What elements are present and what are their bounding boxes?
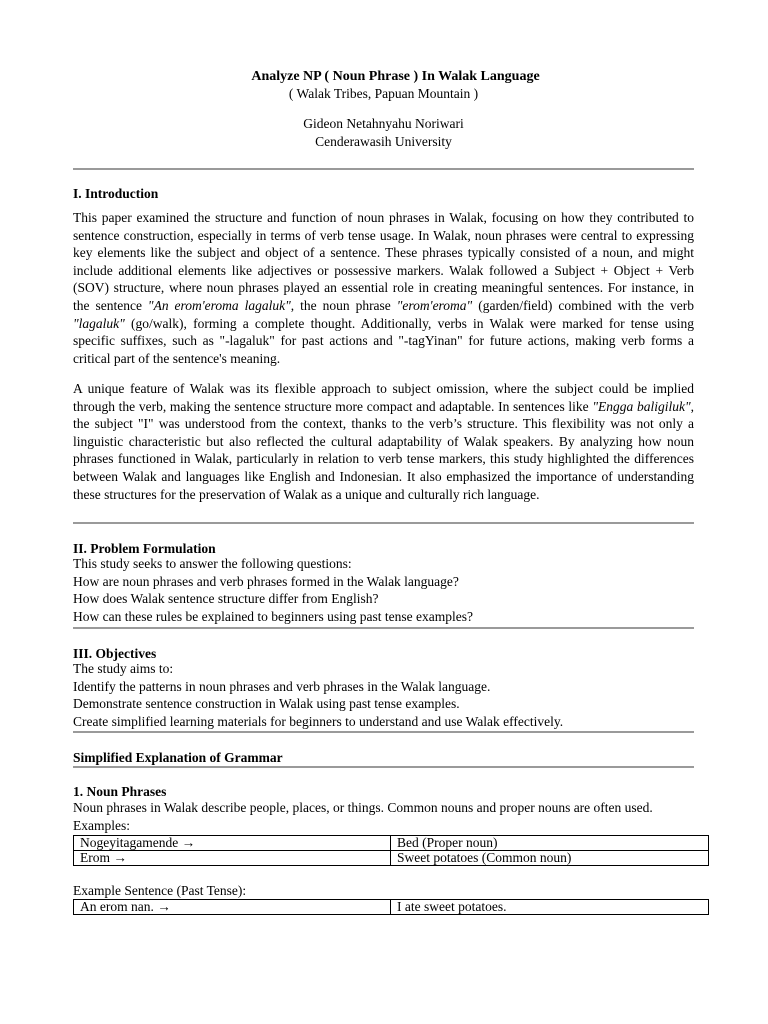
grammar-heading: Simplified Explanation of Grammar [73,750,283,765]
problem-line: How are noun phrases and verb phrases formed in the Walak language? [73,574,459,589]
walak-cell: An erom nan. → [74,900,391,915]
example-sentence-label: Example Sentence (Past Tense): [73,883,247,898]
walak-cell: Erom → [74,851,391,866]
author-name: Gideon Netahnyahu Noriwari [303,116,464,131]
example-sentence-table [73,899,709,915]
introduction-paragraph-1: This paper examined the structure and function of noun phrases in Walak, focusing on how they contributed to sentence construction, especially in terms of verb tense usage. In Walak, noun phrases were central to expressing key elements like the subject and object of a sentence. These phrases typically consisted of a noun, and might include additional elements like adjectives or possessive markers. Walak followed a Subject + Object + Verb (SOV) structure, where noun phrases played an essential role in creating meaningful sentences. For instance, in the sentence "An erom'eroma lagaluk", the noun phrase "erom'eroma" (garden/field) combined with the verb "lagaluk" (go/walk), forming a complete thought. Additionally, verbs in Walak were marked for tense using specific suffixes, such as "-lagaluk" for past actions and "-tagYinan" for future actions, making verb forms a critical part of the sentence's meaning. [73,210,694,366]
noun-phrases-description: Noun phrases in Walak describe people, places, or things. Common nouns and proper nouns are often used. [73,800,653,815]
objectives-heading: III. Objectives [73,646,157,661]
paper-title: Analyze NP ( Noun Phrase ) In Walak Language [251,69,540,84]
examples-table [73,835,709,866]
english-cell: Bed (Proper noun) [391,836,709,851]
english-cell: Sweet potatoes (Common noun) [391,851,709,866]
objectives-line: The study aims to: [73,661,174,676]
table-row [74,851,709,866]
divider [73,731,694,733]
objectives-line: Identify the patterns in noun phrases and verb phrases in the Walak language. [73,679,491,694]
introduction-paragraph-2: A unique feature of Walak was its flexible approach to subject omission, where the subject could be implied through the verb, making the sentence structure more compact and adaptable. In sentences like "Engga baligiluk", the subject "I" was understood from the context, thanks to the verb’s structure. This flexibility was not only a linguistic characteristic but also reflected the cultural adaptability of Walak speakers. By analyzing how noun phrases functioned in Walak, particularly in relation to verb tense markers, this study highlighted the differences between Walak and languages like English and Indonesian. It also emphasized the importance of understanding these structures for the preservation of Walak as a unique and culturally rich language. [73,381,694,502]
noun-phrases-heading: 1. Noun Phrases [73,784,167,799]
problem-line: This study seeks to answer the following questions: [73,556,352,571]
examples-label: Examples: [73,818,130,833]
paper-subtitle: ( Walak Tribes, Papuan Mountain ) [288,86,479,101]
table-row [74,900,709,915]
walak-cell: Nogeyitagamende → [74,836,391,851]
problem-heading: II. Problem Formulation [73,541,216,556]
objectives-line: Demonstrate sentence construction in Walak using past tense examples. [73,696,460,711]
problem-line: How can these rules be explained to beginners using past tense examples? [73,609,474,624]
problem-line: How does Walak sentence structure differ from English? [73,591,379,606]
divider [73,522,694,524]
divider [73,766,694,768]
table-row [74,836,709,851]
author-affiliation: Cenderawasih University [315,134,452,149]
english-cell: I ate sweet potatoes. [391,900,709,915]
objectives-line: Create simplified learning materials for beginners to understand and use Walak effectively. [73,714,564,729]
divider [73,627,694,629]
introduction-heading: I. Introduction [73,186,159,201]
divider [73,168,694,170]
